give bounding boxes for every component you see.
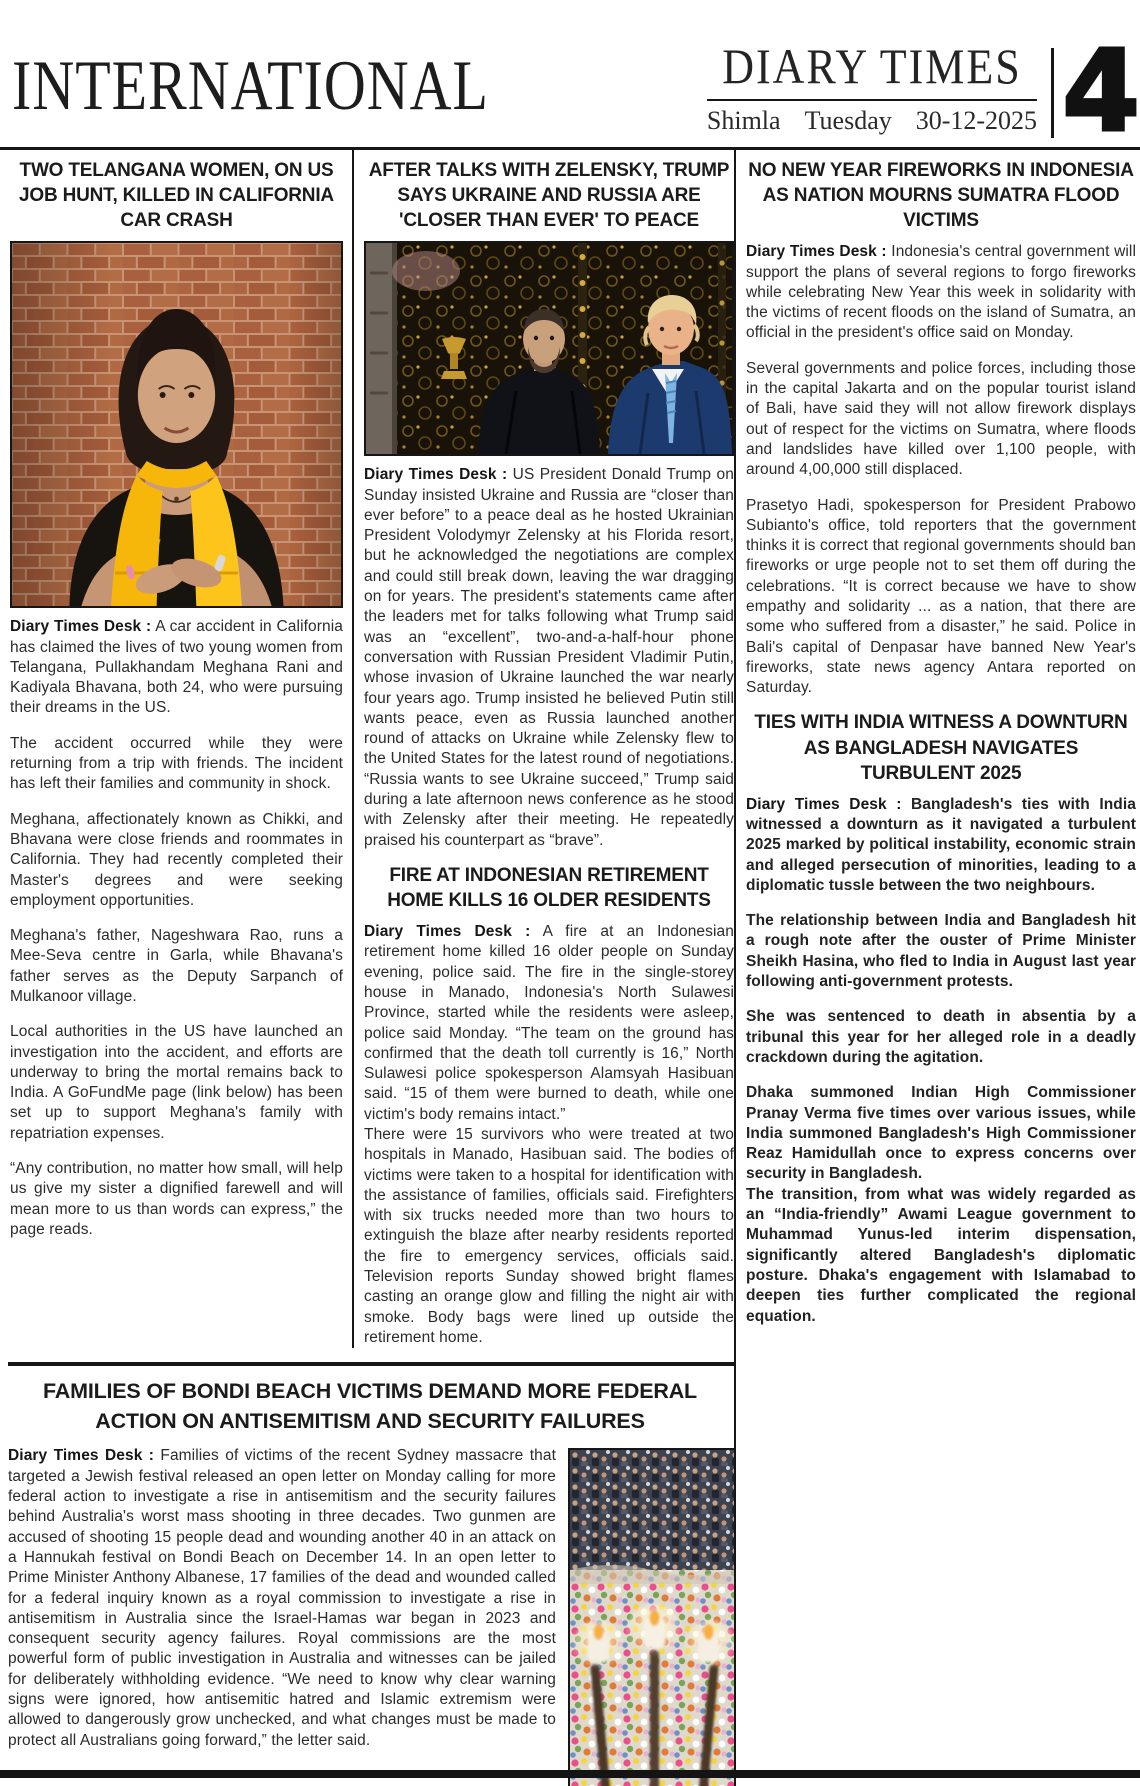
article-paragraph xyxy=(364,465,734,851)
article-headline: NO NEW YEAR FIREWORKS IN INDONESIA AS NATION MOURNS SUMATRA FLOOD VICTIMS xyxy=(748,160,1134,232)
main-content xyxy=(0,150,1140,1770)
article-paragraph: She was sentenced to death in absentia by a tribunal this year for her alleged role in a deadly crackdown during the agitation. xyxy=(746,1008,1136,1066)
article-headline: FAMILIES OF BONDI BEACH VICTIMS DEMAND MORE FEDERAL ACTION ON ANTISEMITISM AND SECURITY FAILURES xyxy=(43,1379,697,1434)
desk-label: Diary Times Desk : xyxy=(746,795,902,813)
section-title: INTERNATIONAL xyxy=(12,45,489,125)
section-divider-rule xyxy=(8,1362,736,1366)
article-paragraph: The relationship between India and Bangladesh hit a rough note after the ouster of Prime Minister Sheikh Hasina, who fled to India in August last year following anti-government protests. xyxy=(746,912,1136,991)
two-columns xyxy=(8,150,736,1348)
article-paragraph: Local authorities in the US have launched an investigation into the accident, and efforts are underway to bring the mortal remains back to India. A GoFundMe page (link below) has been set up to support Meghana's family with repatriation expenses. xyxy=(10,1023,343,1142)
article-headline: AFTER TALKS WITH ZELENSKY, TRUMP SAYS UKRAINE AND RUSSIA ARE 'CLOSER THAN EVER' TO PEACE xyxy=(368,160,730,232)
bondi-memorial-photo xyxy=(568,1448,736,1786)
page-bottom-rule xyxy=(0,1770,1140,1778)
article-paragraph: Meghana, affectionately known as Chikki, and Bhavana were close friends and roommates in California. They had recently completed their Master's degrees and were seeking employment opportunities. xyxy=(10,810,343,909)
article-bondi-letter xyxy=(8,1362,736,1751)
article-paragraph: Dhaka summoned Indian High Commissioner Pranay Verma five times over various issues, while India summoned Bangladesh's High Commissioner Reaz Hamidullah once to express concerns over security in Bangladesh. xyxy=(746,1084,1136,1183)
article-paragraph: Prasetyo Hadi, spokesperson for President Prabowo Subianto's office, told reporters that the government thinks it is correct that regional governments should ban fireworks or urge people not to set them off during the celebrations. “It is correct because we have to show empathy and solidarity ... as a nation, that there are some who suffered from a disaster,” he said. Police in Bali's capital of Denpasar have banned New Year's fireworks, state news agency Antara reported on Saturday. xyxy=(746,496,1136,697)
dateline-day: Tuesday xyxy=(804,106,892,136)
dateline xyxy=(707,106,1037,136)
paper-name: DIARY TIMES xyxy=(722,39,1022,95)
dateline-city: Shimla xyxy=(706,106,781,136)
desk-label: Diary Times Desk : xyxy=(8,1447,155,1465)
graduation-photo xyxy=(10,241,343,608)
article-bangladesh-ties xyxy=(746,710,1136,1326)
desk-label: Diary Times Desk : xyxy=(364,466,508,484)
article-paragraph: There were 15 survivors who were treated at two hospitals in Manado, Hasibuan said. The bodies of victims were taken to a hospital for identification with the assistance of families, officials said. Firefighters with six trucks needed more than two hours to extinguish the blaze after nearby residents reported the fire to emergency services, officials said. Television reports Sunday showed bright flames casting an orange glow and filling the night air with smoke. Body bags were lined up outside the retirement home. xyxy=(364,1126,734,1346)
article-paragraph xyxy=(364,922,734,1125)
bondi-body xyxy=(8,1446,736,1750)
paragraph-text: Families of victims of the recent Sydney massacre that targeted a Jewish festival released an open letter on Monday calling for more federal action to investigate a rise in antisemitism and the security failures behind Australia's worst mass shooting in three decades. Two gunmen are accused of shooting 15 people dead and wounding another 40 in an attack on a Hannukah festival on Bondi Beach on December 14. In an open letter to Prime Minister Anthony Albanese, 17 families of the dead and wounded called for a federal inquiry known as a royal commission to investigate a rise in antisemitism in Australia since the Israel-Hamas war began in 2023 and consequent security agency failures. Royal commissions are the most powerful form of public investigation in Australia and witnesses can be jailed for deliberately withholding evidence. “We need to know why clear warning signs were ignored, how antisemitic hatred and Islamic extremism were allowed to dangerously grow unchecked, and what changes must be made to protect all Australians going forward,” the letter said. xyxy=(8,1447,556,1749)
column-1 xyxy=(8,150,354,1348)
article-headline: FIRE AT INDONESIAN RETIREMENT HOME KILLS 16 OLDER RESIDENTS xyxy=(387,864,711,911)
article-paragraph: Meghana's father, Nageshwara Rao, runs a Mee-Seva centre in Garla, while Bhavana's father serves as the Deputy Sarpanch of Mulkanoor village. xyxy=(10,927,343,1005)
graduation-photo-art xyxy=(12,243,341,606)
article-paragraph: The transition, from what was widely regarded as an “India-friendly” Awami League government to Muhammad Yunus-led interim dispensation, significantly altered Bangladesh's diplomatic posture. Dhaka's engagement with Islamabad to deepen ties further complicated the regional equation. xyxy=(746,1185,1136,1325)
memorial-photo-art xyxy=(570,1450,734,1786)
article-headline: TIES WITH INDIA WITNESS A DOWNTURN AS BANGLADESH NAVIGATES TURBULENT 2025 xyxy=(754,712,1128,784)
article-indonesia-fire xyxy=(364,863,734,1348)
paper-nameplate xyxy=(699,39,1054,138)
trump-zelensky-photo xyxy=(364,241,734,456)
article-paragraph xyxy=(10,617,343,718)
column-3 xyxy=(734,150,1140,1786)
summit-photo-art xyxy=(366,243,732,454)
paragraph-text: US President Donald Trump on Sunday insisted Ukraine and Russia are “closer than ever before” to a peace deal as he hosted Ukrainian President Volodymyr Zelensky at his Florida resort, but he acknowledged the negotiations are complex and could still break down, leaving the war dragging on for years. The president's statements came after the leaders met for talks following what Trump said was an “excellent”, two-and-a-half-hour phone conversation with Russian President Vladimir Putin, whose invasion of Ukraine launched the war nearly four years ago. Trump insisted he believed Putin still wants peace, even as Russia launched another round of attacks on Ukraine while Zelensky flew to the United States for the latest round of negotiations. “Russia wants to see Ukraine succeed,” Trump said during a late afternoon news conference as he stood with Zelensky after their meeting. He repeatedly praised his counterpart as “brave”. xyxy=(364,466,734,849)
article-trump-zelensky xyxy=(364,158,734,851)
left-zone xyxy=(8,150,736,1786)
page-number: 4 xyxy=(1062,27,1136,158)
article-paragraph xyxy=(746,242,1136,343)
article-paragraph: The accident occurred while they were returning from a trip with friends. The incident has left their families and community in shock. xyxy=(10,734,343,793)
masthead xyxy=(0,0,1140,158)
paragraph-text: Bangladesh's ties with India witnessed a downturn as it navigated a turbulent 2025 marked by political instability, economic strain and alleged persecution of minorities, leading to a diplomatic tussle between the two neighbours. xyxy=(746,795,1136,894)
article-paragraph xyxy=(746,795,1136,896)
nameplate-rule xyxy=(707,99,1037,101)
article-indonesia-fireworks xyxy=(746,158,1136,698)
paragraph-text: A fire at an Indonesian retirement home killed 16 older people on Sunday evening, police said. The fire in the single-storey house in Manado, Indonesia's North Sulawesi Province, started while the residents were asleep, police said Monday. “The team on the ground has confirmed that the death toll currently is 16,” North Sulawesi police spokesperson Alamsyah Hasibuan said. “15 of them were burned to death, while one victim's body remains intact.” xyxy=(364,923,734,1123)
article-paragraph: “Any contribution, no matter how small, will help us give my sister a dignified farewell and will mean more to us than words can express,” the page reads. xyxy=(10,1160,343,1238)
paragraph-text: A car accident in California has claimed the lives of two young women from Telangana, Pullakhandam Meghana Rani and Kadiyala Bhavana, both 24, who were pursuing their dreams in the US. xyxy=(10,618,343,717)
desk-label: Diary Times Desk : xyxy=(364,923,531,941)
article-paragraph: Several governments and police forces, including those in the capital Jakarta and on the popular tourist island of Bali, have said they will not allow firework displays out of respect for the victims on Sumatra, where floods and landslides have killed over 1,100 people, with around 4,00,000 still displaced. xyxy=(746,359,1136,479)
article-headline: TWO TELANGANA WOMEN, ON US JOB HUNT, KILLED IN CALIFORNIA CAR CRASH xyxy=(19,160,334,232)
article-telangana-crash xyxy=(10,158,343,1240)
desk-label: Diary Times Desk : xyxy=(10,618,152,636)
paragraph-text: Indonesia's central government will support the plans of several regions to forgo fireworks while celebrating New Year this week in solidarity with the victims of recent floods on the island of Sumatra, an official in the president's office said on Monday. xyxy=(746,243,1136,342)
desk-label: Diary Times Desk : xyxy=(746,243,887,261)
column-2 xyxy=(354,150,736,1348)
masthead-right xyxy=(699,27,1136,158)
dateline-date: 30-12-2025 xyxy=(915,106,1038,136)
